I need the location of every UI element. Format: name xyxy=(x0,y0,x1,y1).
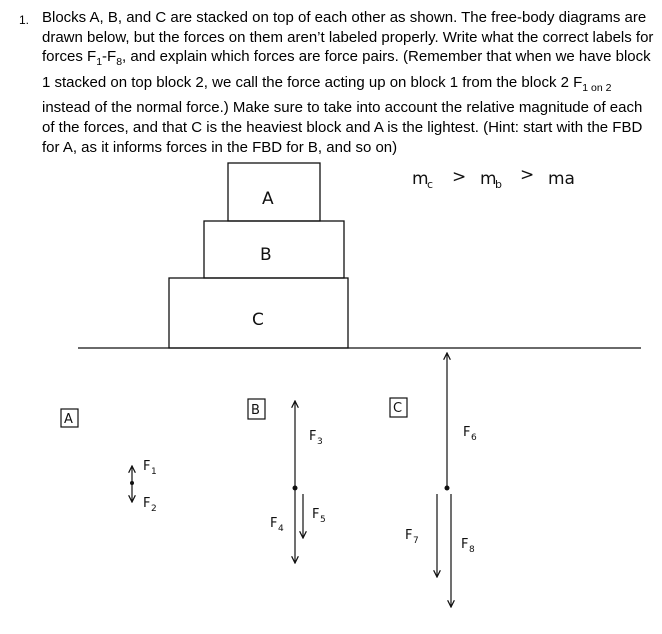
problem-text-part-3: , and explain which forces are force pairs. (Remember that when we have block 1 stacked on top block 2, we call the force acting up on block 1 from the block 2 F xyxy=(42,48,651,91)
problem-text-part-1: Blocks A, B, and C are stacked on top of each other as shown. The free-body diagrams are drawn below, but the forces on them aren’t labeled properly. Write what the correct labels for forces F xyxy=(42,9,654,66)
fbd-a xyxy=(61,409,157,514)
force-f7-subscript: 7 xyxy=(413,536,419,546)
force-f8-label: F xyxy=(461,537,469,552)
force-f7-label: F xyxy=(405,528,413,543)
mass-b-symbol: m xyxy=(480,169,497,189)
force-f6-label: F xyxy=(463,425,471,440)
mass-c-subscript: c xyxy=(427,178,434,191)
force-f1-subscript: 1 xyxy=(151,467,157,477)
fbd-c-label: C xyxy=(393,401,403,416)
block-stack xyxy=(78,163,641,348)
mass-relation xyxy=(412,165,575,191)
fbd-c xyxy=(390,353,477,607)
mass-b-subscript: b xyxy=(495,178,502,191)
problem-text-sub-1: 1 xyxy=(96,56,103,69)
fbd-b-label: B xyxy=(251,403,260,418)
problem-text-sub-3: 1 on 2 xyxy=(582,81,612,94)
force-f4-label: F xyxy=(270,516,278,531)
problem-text-part-4: instead of the normal force.) Make sure to take into account the relative magnitude of each of the forces, and that C is the heaviest block and A is the lightest. (Hint: start with the FBD for A, as it informs forces in the FBD for B, and so on) xyxy=(42,99,643,156)
mass-c-symbol: m xyxy=(412,169,429,189)
force-f5-subscript: 5 xyxy=(320,515,326,525)
fbd-a-label: A xyxy=(64,412,73,427)
force-f3-label: F xyxy=(309,429,317,444)
force-f2-label: F xyxy=(143,496,151,511)
force-f1-label: F xyxy=(143,459,151,474)
force-f5-label: F xyxy=(312,507,320,522)
block-c-label: C xyxy=(252,310,264,330)
fbd-b xyxy=(248,399,326,563)
block-b xyxy=(204,221,344,278)
mass-a-symbol: ma xyxy=(548,169,575,189)
greater-than-2: > xyxy=(520,165,535,185)
force-f6-subscript: 6 xyxy=(471,433,477,443)
block-b-label: B xyxy=(260,245,272,265)
block-a-label: A xyxy=(262,189,274,209)
problem-text-part-2: -F xyxy=(102,48,117,66)
force-f2-subscript: 2 xyxy=(151,504,157,514)
block-a xyxy=(228,163,320,221)
force-f8-subscript: 8 xyxy=(469,545,475,555)
force-f3-subscript: 3 xyxy=(317,437,323,447)
force-f4-subscript: 4 xyxy=(278,524,284,534)
greater-than-1: > xyxy=(452,167,467,187)
problem-text-sub-2: 8 xyxy=(116,56,123,69)
problem-number: 1. xyxy=(19,13,30,27)
